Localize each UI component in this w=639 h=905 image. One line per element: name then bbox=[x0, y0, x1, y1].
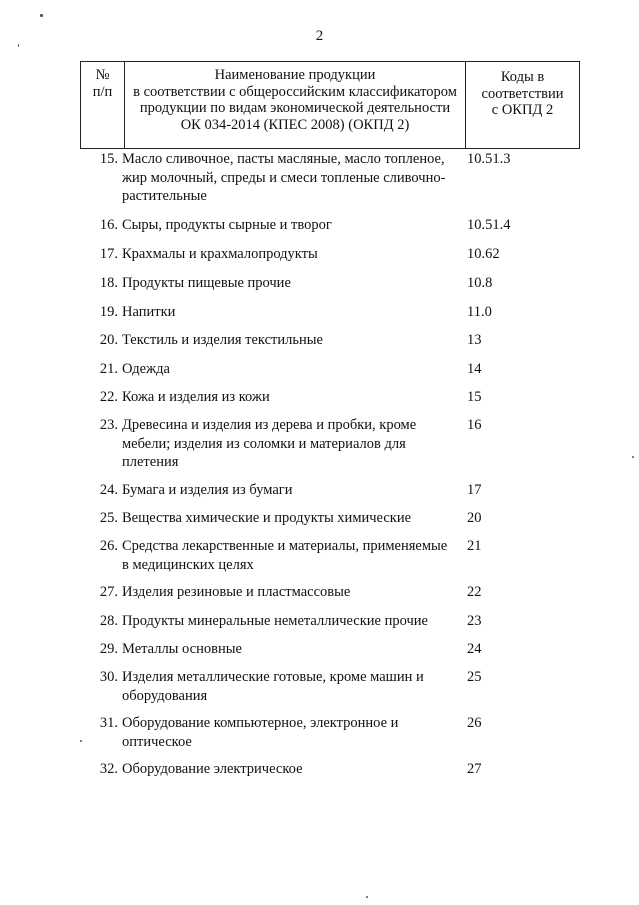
row-name: Текстиль и изделия текстильные bbox=[122, 332, 323, 348]
header-number-cell: № п/п bbox=[81, 62, 125, 149]
row-name: Средства лекарственные и материалы, применяемые в медицинских целях bbox=[122, 538, 448, 573]
row-number: 30. bbox=[99, 669, 118, 685]
row-name: Крахмалы и крахмалопродукты bbox=[122, 246, 318, 262]
row-number: 20. bbox=[99, 332, 118, 348]
row-number: 22. bbox=[99, 389, 118, 405]
row-name: Сыры, продукты сырные и творог bbox=[122, 217, 332, 233]
scan-speck bbox=[80, 740, 82, 742]
row-code: 23 bbox=[467, 613, 482, 629]
row-number: 31. bbox=[99, 715, 118, 731]
row-name: Масло сливочное, пасты масляные, масло топленое, жир молочный, спреды и смеси топленые сливочно- растительные bbox=[122, 151, 446, 204]
row-number: 25. bbox=[99, 510, 118, 526]
header-name-cell: Наименование продукции в соответствии с общероссийским классификатором продукции по видам экономической деятельности ОК 034-2014 (КПЕС 2008) (ОКПД 2) bbox=[125, 62, 466, 149]
row-code: 25 bbox=[467, 669, 482, 685]
row-code: 10.8 bbox=[467, 275, 493, 291]
page-number: 2 bbox=[315, 28, 324, 44]
row-code: 16 bbox=[467, 417, 482, 433]
row-code: 10.51.4 bbox=[467, 217, 511, 233]
row-name: Продукты пищевые прочие bbox=[122, 275, 291, 291]
row-name: Металлы основные bbox=[122, 641, 242, 657]
scan-speck bbox=[40, 14, 43, 17]
row-code: 11.0 bbox=[467, 304, 492, 320]
row-number: 32. bbox=[99, 761, 118, 777]
row-number: 17. bbox=[99, 246, 118, 262]
row-code: 17 bbox=[467, 482, 482, 498]
row-name: Бумага и изделия из бумаги bbox=[122, 482, 293, 498]
row-name: Вещества химические и продукты химические bbox=[122, 510, 412, 526]
row-code: 26 bbox=[467, 715, 482, 731]
scan-speck bbox=[18, 44, 19, 47]
header-code-cell: Коды в соответствии с ОКПД 2 bbox=[466, 62, 580, 149]
row-code: 27 bbox=[467, 761, 482, 777]
row-number: 15. bbox=[99, 151, 118, 167]
row-number: 21. bbox=[99, 361, 118, 377]
row-name: Оборудование компьютерное, электронное и оптическое bbox=[122, 715, 399, 750]
row-code: 20 bbox=[467, 510, 482, 526]
row-name: Оборудование электрическое bbox=[122, 761, 303, 777]
row-number: 28. bbox=[99, 613, 118, 629]
row-number: 24. bbox=[99, 482, 118, 498]
header-row bbox=[81, 62, 580, 149]
row-name: Напитки bbox=[122, 304, 176, 320]
row-code: 24 bbox=[467, 641, 482, 657]
scan-speck bbox=[366, 896, 368, 898]
row-number: 29. bbox=[99, 641, 118, 657]
row-number: 19. bbox=[99, 304, 118, 320]
row-code: 10.51.3 bbox=[467, 151, 511, 167]
row-name: Продукты минеральные неметаллические прочие bbox=[122, 613, 428, 629]
row-name: Кожа и изделия из кожи bbox=[122, 389, 270, 405]
scan-speck bbox=[632, 456, 634, 458]
row-code: 14 bbox=[467, 361, 482, 377]
row-name: Древесина и изделия из дерева и пробки, кроме мебели; изделия из соломки и материалов для плетения bbox=[122, 417, 417, 470]
row-number: 16. bbox=[99, 217, 118, 233]
header-table bbox=[80, 61, 580, 149]
row-number: 18. bbox=[99, 275, 118, 291]
row-code: 13 bbox=[467, 332, 482, 348]
row-code: 22 bbox=[467, 584, 482, 600]
row-name: Одежда bbox=[122, 361, 170, 377]
row-name: Изделия резиновые и пластмассовые bbox=[122, 584, 351, 600]
row-number: 23. bbox=[99, 417, 118, 433]
row-code: 10.62 bbox=[467, 246, 500, 262]
row-number: 27. bbox=[99, 584, 118, 600]
row-name: Изделия металлические готовые, кроме машин и оборудования bbox=[122, 669, 424, 704]
row-code: 21 bbox=[467, 538, 482, 554]
row-code: 15 bbox=[467, 389, 482, 405]
row-number: 26. bbox=[99, 538, 118, 554]
